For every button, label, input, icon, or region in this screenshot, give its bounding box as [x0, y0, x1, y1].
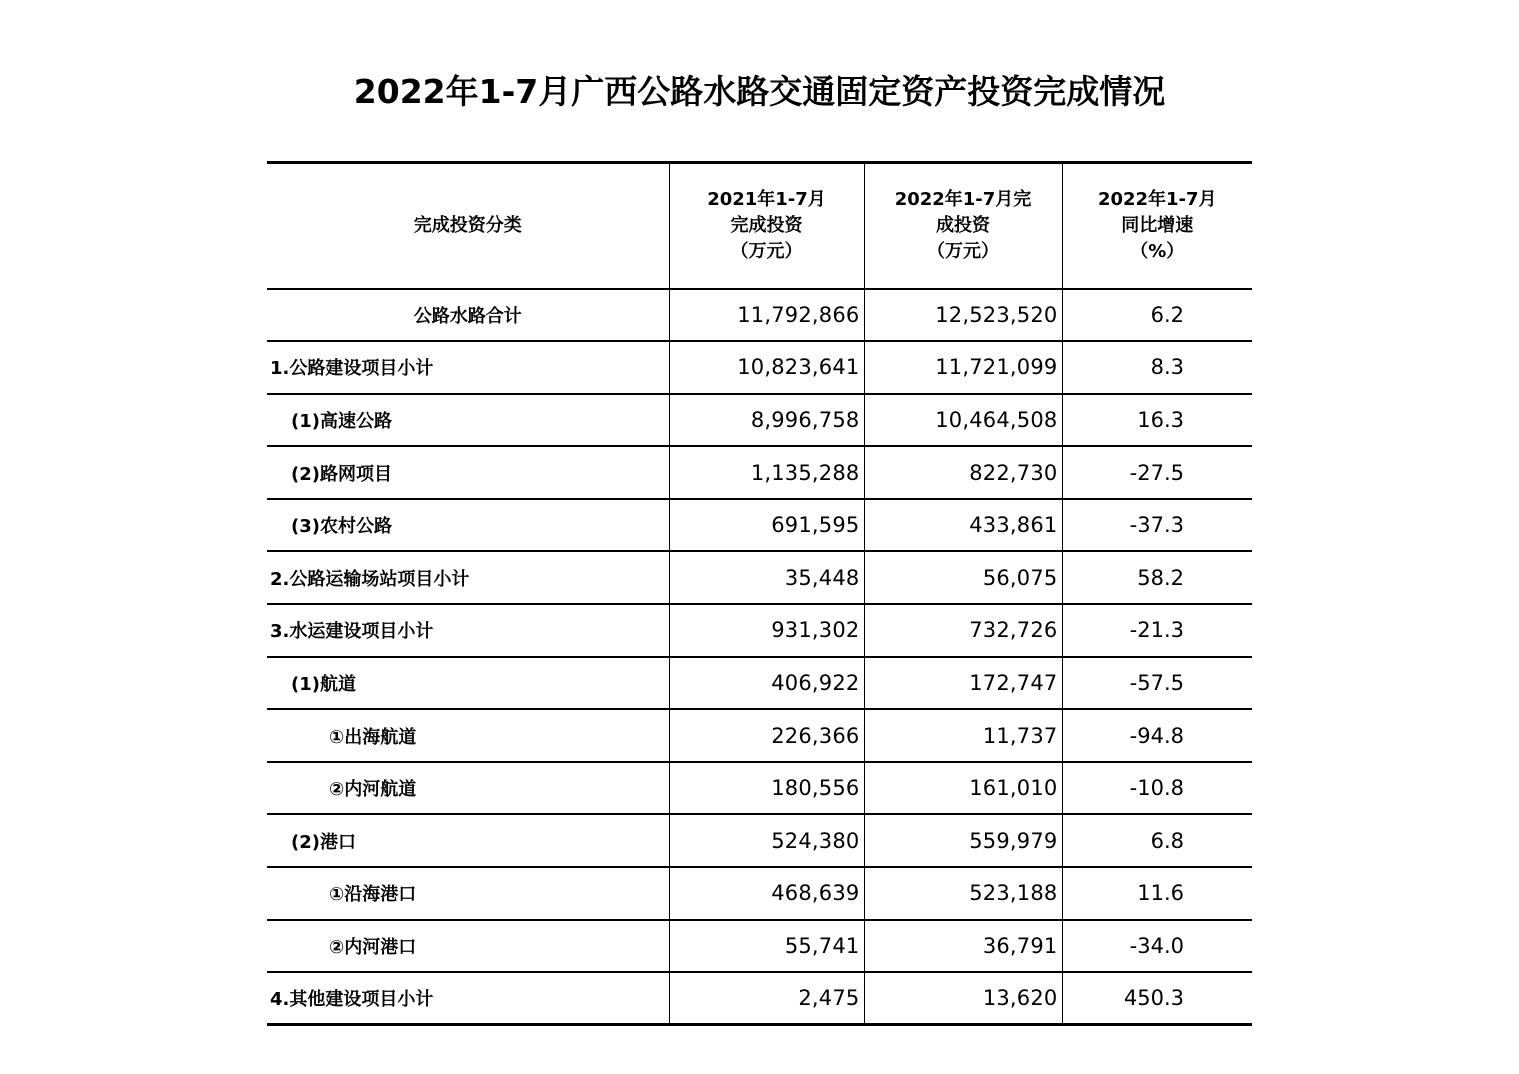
row-2021-value: 11,792,866 [669, 289, 864, 342]
row-category: 4.其他建设项目小计 [267, 972, 669, 1025]
row-2022-value: 559,979 [864, 814, 1062, 867]
row-growth: 6.2 [1062, 289, 1252, 342]
header-line: （%） [1130, 240, 1185, 262]
header-line: 完成投资 [730, 214, 803, 236]
row-category: (2)港口 [267, 814, 669, 867]
investment-table-container [267, 161, 1252, 1026]
row-2022-value: 172,747 [864, 657, 1062, 710]
header-line: 2022年1-7月完 [894, 188, 1032, 210]
table-row [267, 446, 1252, 499]
row-growth: -57.5 [1062, 657, 1252, 710]
header-2021-investment [669, 163, 864, 289]
table-row [267, 920, 1252, 973]
row-category: 2.公路运输场站项目小计 [267, 551, 669, 604]
header-line: 2022年1-7月 [1097, 188, 1217, 210]
row-2022-value: 13,620 [864, 972, 1062, 1025]
row-category: 3.水运建设项目小计 [267, 604, 669, 657]
row-2022-value: 11,737 [864, 709, 1062, 762]
row-2022-value: 433,861 [864, 499, 1062, 552]
table-row [267, 867, 1252, 920]
row-category: 1.公路建设项目小计 [267, 341, 669, 394]
table-row [267, 657, 1252, 710]
row-growth: 6.8 [1062, 814, 1252, 867]
row-2021-value: 55,741 [669, 920, 864, 973]
table-row [267, 289, 1252, 342]
page-title: 2022年1-7月广西公路水路交通固定资产投资完成情况 [353, 72, 1166, 111]
row-2022-value: 161,010 [864, 762, 1062, 815]
row-growth: -27.5 [1062, 446, 1252, 499]
row-category: 公路水路合计 [267, 289, 669, 342]
row-2021-value: 691,595 [669, 499, 864, 552]
table-row [267, 972, 1252, 1025]
table-row [267, 709, 1252, 762]
row-2022-value: 12,523,520 [864, 289, 1062, 342]
row-2022-value: 11,721,099 [864, 341, 1062, 394]
row-category: ①出海航道 [267, 709, 669, 762]
row-category: (3)农村公路 [267, 499, 669, 552]
row-category: ②内河港口 [267, 920, 669, 973]
row-category: ②内河航道 [267, 762, 669, 815]
table-row [267, 762, 1252, 815]
row-2021-value: 35,448 [669, 551, 864, 604]
row-growth: 11.6 [1062, 867, 1252, 920]
row-2021-value: 524,380 [669, 814, 864, 867]
row-2021-value: 931,302 [669, 604, 864, 657]
header-row [267, 163, 1252, 289]
header-2022-investment [864, 163, 1062, 289]
row-category: (2)路网项目 [267, 446, 669, 499]
row-2021-value: 10,823,641 [669, 341, 864, 394]
header-category [267, 163, 669, 289]
row-category: (1)航道 [267, 657, 669, 710]
row-2021-value: 406,922 [669, 657, 864, 710]
row-2022-value: 56,075 [864, 551, 1062, 604]
header-line: （万元） [730, 240, 803, 262]
row-2022-value: 523,188 [864, 867, 1062, 920]
row-category: ①沿海港口 [267, 867, 669, 920]
row-2021-value: 468,639 [669, 867, 864, 920]
row-2021-value: 8,996,758 [669, 394, 864, 447]
row-2021-value: 226,366 [669, 709, 864, 762]
table-header [267, 163, 1252, 289]
row-2021-value: 1,135,288 [669, 446, 864, 499]
row-2022-value: 10,464,508 [864, 394, 1062, 447]
header-line: 完成投资分类 [413, 214, 522, 236]
row-2022-value: 36,791 [864, 920, 1062, 973]
table-row [267, 604, 1252, 657]
header-line: 成投资 [936, 214, 990, 236]
row-growth: -34.0 [1062, 920, 1252, 973]
row-growth: 8.3 [1062, 341, 1252, 394]
row-growth: -10.8 [1062, 762, 1252, 815]
header-line: 同比增速 [1121, 214, 1194, 236]
row-growth: -94.8 [1062, 709, 1252, 762]
table-row [267, 394, 1252, 447]
row-growth: -21.3 [1062, 604, 1252, 657]
header-growth-rate [1062, 163, 1252, 289]
row-2022-value: 732,726 [864, 604, 1062, 657]
header-line: 2021年1-7月 [707, 188, 826, 210]
table-row [267, 341, 1252, 394]
header-line: （万元） [927, 240, 999, 262]
table-body [267, 289, 1252, 1025]
row-growth: 16.3 [1062, 394, 1252, 447]
row-2022-value: 822,730 [864, 446, 1062, 499]
row-growth: 450.3 [1062, 972, 1252, 1025]
row-2021-value: 180,556 [669, 762, 864, 815]
row-2021-value: 2,475 [669, 972, 864, 1025]
table-row [267, 814, 1252, 867]
row-growth: 58.2 [1062, 551, 1252, 604]
table-row [267, 499, 1252, 552]
table-row [267, 551, 1252, 604]
row-growth: -37.3 [1062, 499, 1252, 552]
row-category: (1)高速公路 [267, 394, 669, 447]
investment-table [267, 161, 1252, 1026]
